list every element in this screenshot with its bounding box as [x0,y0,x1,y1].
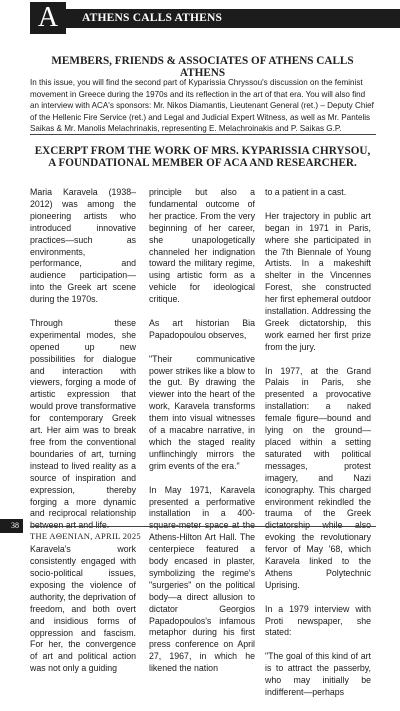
paragraph: In 1977, at the Grand Palais in Paris, she presented a provocative installation: a naked female figure—bound and lying on the ground—placed within a setting saturated with political messages, protest imagery, and Nazi iconography. This charged environment rekindled the trauma of the Greek evoking the revolutionary fervor of May '68, which Karavela linked to the Athens Polytechnic Uprising. [265,365,371,590]
paragraph: Maria Karavela (1938–2012) was among the pioneering artists who introduced innovative practices—such as environments, performance, and audience participation—into the Greek art scene during the 1970s. [30,187,136,305]
paragraph: Her trajectory in public art began in 1971 in Paris, where she participated in the 7th Biennale of Young Artists. In a makeshift shelter in the Vincennes Forest, she constructed her first ephemeral outdoor installation. Addressing the Greek dictatorship, this work earned her first prize from the jury. [265,210,371,352]
page-number: 38 [0,519,23,533]
footer-divider [30,526,376,527]
magazine-logo: A [30,2,66,34]
paragraph: As art historian Bia Papadopoulou observes, [149,317,255,340]
text-column-1 [30,187,136,687]
paragraph: In a 1979 interview with Proti newspaper, she stated: [265,603,371,638]
section-divider [30,134,376,135]
paragraph: In May 1971, Karavela presented a performative installation in a 400- Athens-Hilton Art Hall. The centerpiece featured a body encased in plaster, symbolizing the regime's "surgeries" on the political body—a direct allusion to dictator Georgios Papadopoulos's infamous metaphor during his first press conference on April 27, 1967, in which he likened the nation [149,484,255,674]
paragraph: "The goal of this kind of art is to attract the passerby, who may initially be indifferent—perhaps [265,651,371,697]
paragraph: Karavela's work consistently engaged with socio-political issues, exposing the violence of authority, the deprivation of freedom, and both overt and insidious forms of oppression and fascism. For her, the convergence of art and political action was not only a guiding [30,544,136,674]
article-title-members: MEMBERS, FRIENDS & ASSOCIATES OF ATHENS CALLS ATHENS [51,55,354,79]
section-header: ATHENS CALLS ATHENS [66,9,400,28]
paragraph: "Their communicative power strikes like a blow to the gut. By drawing the viewer into the heart of the work, Karavela transforms them into visual witnesses of a macabre narrative, in which the staged reality unflinchingly mirrors the grim events of the era." [149,353,255,471]
paragraph: to a patient in a cast. [265,187,347,197]
text-column-2 [149,187,255,687]
paragraph: principle but also a fundamental outcome of her practice. From the very beginning of her career, she unapologetically channeled her indignation toward the military regime, using artistic form as a vehicle for ideological critique. [149,187,255,305]
paragraph: Through these experimental modes, she opened up new possibilities for dialogue and interaction with viewers, forging a mode of artistic expression that would prove transformative for contemporary Greek art. Her aim was to break free from the conventional boundaries of art, turning instead to lived reality as a source of inspiration and expression, thereby forging a more dynamic and reciprocal relationship [30,317,136,519]
publication-footer: THE AΘENIAN, APRIL 2025 [30,531,141,541]
intro-paragraph: In this issue, you will find the second part of Kyparissia Chryssou's discussion on the feminist movement in Greece during the 1970s and its reflection in the art of that era. You will also find an interview with ACA's sponsors: Mr. Nikos Diamantis, Lieutenant General (ret.) – Deputy Chief of the Hellenic Fire Service (ret.) and Legal and Judicial Expert Witness, as well as Mr. Pantelis Saikas & Mr. Manolis Melachrinakis, representing E. Melachroinakis and P. Saikas G.P. [30,78,374,133]
article-title-excerpt: EXCERPT FROM THE WORK OF MRS. KYPARISSIA CHRYSOU, A FOUNDATIONAL MEMBER OF ACA AND RESEARCHER. [34,145,371,170]
text-column-3 [265,187,371,711]
